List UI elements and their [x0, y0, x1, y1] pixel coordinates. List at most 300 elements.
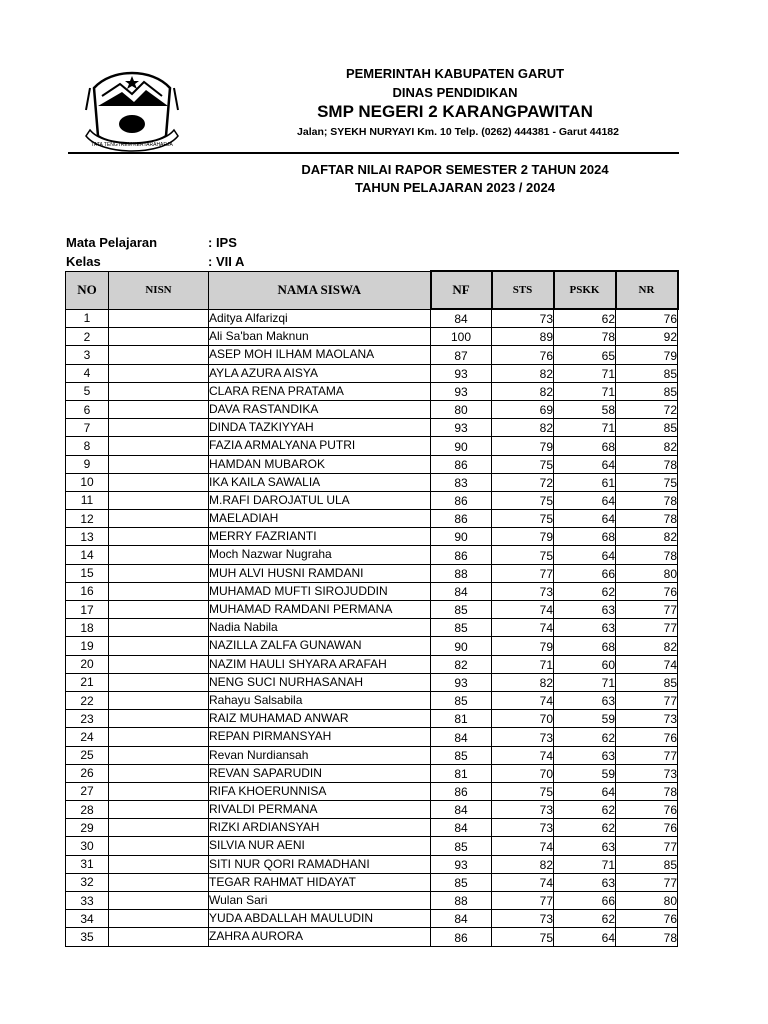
- row-nisn: [109, 400, 209, 418]
- row-student-name: NAZIM HAULI SHYARA ARAFAH: [209, 655, 431, 673]
- row-nisn: [109, 582, 209, 600]
- row-pskk: 62: [554, 728, 616, 746]
- row-sts: 74: [492, 691, 554, 709]
- row-nr: 85: [616, 855, 678, 873]
- row-nisn: [109, 928, 209, 946]
- row-nr: 75: [616, 473, 678, 491]
- document-title: DAFTAR NILAI RAPOR SEMESTER 2 TAHUN 2024: [301, 162, 609, 177]
- row-sts: 79: [492, 437, 554, 455]
- class-label: Kelas: [66, 254, 101, 269]
- table-row: [66, 309, 678, 328]
- row-number: 31: [66, 855, 109, 873]
- row-nisn: [109, 382, 209, 400]
- row-sts: 82: [492, 364, 554, 382]
- table-row: [66, 400, 678, 418]
- row-nr: 76: [616, 819, 678, 837]
- row-sts: 73: [492, 728, 554, 746]
- row-student-name: REPAN PIRMANSYAH: [209, 728, 431, 746]
- row-number: 23: [66, 710, 109, 728]
- row-nisn: [109, 892, 209, 910]
- row-nf: 85: [431, 746, 492, 764]
- row-number: 20: [66, 655, 109, 673]
- row-number: 27: [66, 782, 109, 800]
- header-divider: [68, 152, 679, 154]
- column-header-no: NO: [66, 271, 109, 309]
- row-nisn: [109, 473, 209, 491]
- row-number: 19: [66, 637, 109, 655]
- row-nisn: [109, 419, 209, 437]
- row-sts: 76: [492, 346, 554, 364]
- table-row: [66, 928, 678, 946]
- row-sts: 73: [492, 910, 554, 928]
- row-pskk: 63: [554, 873, 616, 891]
- row-student-name: MAELADIAH: [209, 510, 431, 528]
- row-nr: 72: [616, 400, 678, 418]
- row-number: 34: [66, 910, 109, 928]
- row-number: 32: [66, 873, 109, 891]
- row-sts: 69: [492, 400, 554, 418]
- row-sts: 82: [492, 855, 554, 873]
- row-nr: 76: [616, 582, 678, 600]
- row-nf: 86: [431, 546, 492, 564]
- row-number: 21: [66, 673, 109, 691]
- row-sts: 73: [492, 582, 554, 600]
- row-student-name: REVAN SAPARUDIN: [209, 764, 431, 782]
- row-number: 4: [66, 364, 109, 382]
- row-nf: 85: [431, 691, 492, 709]
- row-pskk: 63: [554, 837, 616, 855]
- column-header-pskk: PSKK: [554, 271, 616, 309]
- table-body: [66, 309, 678, 946]
- row-nf: 85: [431, 837, 492, 855]
- row-nr: 76: [616, 309, 678, 328]
- row-sts: 75: [492, 546, 554, 564]
- header-department: DINAS PENDIDIKAN: [392, 85, 518, 100]
- table-row: [66, 364, 678, 382]
- row-student-name: IKA KAILA SAWALIA: [209, 473, 431, 491]
- column-header-sts: STS: [492, 271, 554, 309]
- row-student-name: NAZILLA ZALFA GUNAWAN: [209, 637, 431, 655]
- row-nr: 82: [616, 528, 678, 546]
- row-nr: 76: [616, 910, 678, 928]
- row-student-name: MUHAMAD MUFTI SIROJUDDIN: [209, 582, 431, 600]
- row-sts: 77: [492, 892, 554, 910]
- table-row: [66, 892, 678, 910]
- row-pskk: 60: [554, 655, 616, 673]
- row-pskk: 64: [554, 491, 616, 509]
- row-number: 13: [66, 528, 109, 546]
- row-nisn: [109, 837, 209, 855]
- row-nf: 93: [431, 855, 492, 873]
- table-row: [66, 346, 678, 364]
- row-student-name: RIFA KHOERUNNISA: [209, 782, 431, 800]
- class-value: : VII A: [208, 254, 245, 269]
- row-nisn: [109, 328, 209, 346]
- row-nisn: [109, 309, 209, 328]
- row-pskk: 68: [554, 528, 616, 546]
- row-nf: 93: [431, 364, 492, 382]
- row-nr: 77: [616, 873, 678, 891]
- row-sts: 70: [492, 710, 554, 728]
- row-nr: 85: [616, 673, 678, 691]
- row-nr: 73: [616, 710, 678, 728]
- row-student-name: SITI NUR QORI RAMADHANI: [209, 855, 431, 873]
- row-nisn: [109, 910, 209, 928]
- row-nr: 74: [616, 655, 678, 673]
- table-row: [66, 619, 678, 637]
- row-sts: 70: [492, 764, 554, 782]
- row-pskk: 66: [554, 564, 616, 582]
- row-number: 22: [66, 691, 109, 709]
- row-pskk: 62: [554, 309, 616, 328]
- table-row: [66, 582, 678, 600]
- row-nr: 80: [616, 564, 678, 582]
- row-nisn: [109, 455, 209, 473]
- row-nisn: [109, 801, 209, 819]
- row-nf: 93: [431, 673, 492, 691]
- table-row: [66, 910, 678, 928]
- row-student-name: ZAHRA AURORA: [209, 928, 431, 946]
- row-pskk: 64: [554, 455, 616, 473]
- row-sts: 79: [492, 637, 554, 655]
- row-pskk: 62: [554, 582, 616, 600]
- row-sts: 74: [492, 837, 554, 855]
- row-nisn: [109, 728, 209, 746]
- row-sts: 89: [492, 328, 554, 346]
- row-nr: 77: [616, 601, 678, 619]
- row-number: 17: [66, 601, 109, 619]
- row-nisn: [109, 855, 209, 873]
- row-nf: 88: [431, 564, 492, 582]
- row-student-name: Nadia Nabila: [209, 619, 431, 637]
- row-sts: 72: [492, 473, 554, 491]
- row-sts: 79: [492, 528, 554, 546]
- row-nr: 85: [616, 382, 678, 400]
- row-sts: 82: [492, 382, 554, 400]
- table-row: [66, 419, 678, 437]
- row-number: 9: [66, 455, 109, 473]
- row-nf: 86: [431, 928, 492, 946]
- row-student-name: DINDA TAZKIYYAH: [209, 419, 431, 437]
- row-number: 6: [66, 400, 109, 418]
- table-row: [66, 728, 678, 746]
- row-number: 2: [66, 328, 109, 346]
- document-subtitle: TAHUN PELAJARAN 2023 / 2024: [355, 180, 555, 195]
- row-nisn: [109, 673, 209, 691]
- row-nisn: [109, 546, 209, 564]
- row-nr: 73: [616, 764, 678, 782]
- row-student-name: HAMDAN MUBAROK: [209, 455, 431, 473]
- row-nr: 82: [616, 637, 678, 655]
- row-pskk: 64: [554, 546, 616, 564]
- row-nisn: [109, 782, 209, 800]
- column-header-nisn: NISN: [109, 271, 209, 309]
- row-sts: 82: [492, 673, 554, 691]
- row-nisn: [109, 437, 209, 455]
- row-pskk: 62: [554, 819, 616, 837]
- row-number: 24: [66, 728, 109, 746]
- row-student-name: Ali Sa'ban Maknun: [209, 328, 431, 346]
- row-nf: 84: [431, 910, 492, 928]
- row-number: 18: [66, 619, 109, 637]
- row-nr: 80: [616, 892, 678, 910]
- row-number: 1: [66, 309, 109, 328]
- table-row: [66, 601, 678, 619]
- school-emblem-logo: [82, 66, 182, 158]
- row-nisn: [109, 619, 209, 637]
- row-nf: 87: [431, 346, 492, 364]
- row-nr: 77: [616, 619, 678, 637]
- row-pskk: 59: [554, 764, 616, 782]
- row-nr: 76: [616, 728, 678, 746]
- row-nf: 93: [431, 382, 492, 400]
- row-nf: 86: [431, 782, 492, 800]
- table-row: [66, 564, 678, 582]
- row-nf: 85: [431, 873, 492, 891]
- table-row: [66, 673, 678, 691]
- row-pskk: 78: [554, 328, 616, 346]
- table-header-row: [66, 271, 678, 309]
- row-nr: 85: [616, 419, 678, 437]
- row-nf: 85: [431, 601, 492, 619]
- row-nr: 78: [616, 491, 678, 509]
- row-pskk: 61: [554, 473, 616, 491]
- row-pskk: 63: [554, 691, 616, 709]
- row-student-name: RIVALDI PERMANA: [209, 801, 431, 819]
- row-nisn: [109, 710, 209, 728]
- row-nr: 78: [616, 510, 678, 528]
- column-header-nf: NF: [431, 271, 492, 309]
- header-government: PEMERINTAH KABUPATEN GARUT: [345, 66, 565, 81]
- row-sts: 73: [492, 309, 554, 328]
- row-nf: 86: [431, 455, 492, 473]
- row-number: 35: [66, 928, 109, 946]
- table-row: [66, 382, 678, 400]
- row-nr: 82: [616, 437, 678, 455]
- row-nisn: [109, 564, 209, 582]
- row-sts: 74: [492, 873, 554, 891]
- row-nf: 100: [431, 328, 492, 346]
- row-student-name: ASEP MOH ILHAM MAOLANA: [209, 346, 431, 364]
- table-row: [66, 510, 678, 528]
- row-pskk: 64: [554, 510, 616, 528]
- row-nf: 84: [431, 819, 492, 837]
- row-number: 16: [66, 582, 109, 600]
- table-row: [66, 491, 678, 509]
- row-nisn: [109, 637, 209, 655]
- row-nisn: [109, 528, 209, 546]
- row-sts: 74: [492, 746, 554, 764]
- row-number: 5: [66, 382, 109, 400]
- table-row: [66, 782, 678, 800]
- table-row: [66, 528, 678, 546]
- row-student-name: YUDA ABDALLAH MAULUDIN: [209, 910, 431, 928]
- row-nf: 80: [431, 400, 492, 418]
- row-nisn: [109, 491, 209, 509]
- row-sts: 75: [492, 510, 554, 528]
- row-nr: 78: [616, 782, 678, 800]
- row-student-name: TEGAR RAHMAT HIDAYAT: [209, 873, 431, 891]
- row-pskk: 64: [554, 782, 616, 800]
- row-nr: 78: [616, 546, 678, 564]
- row-number: 29: [66, 819, 109, 837]
- row-pskk: 66: [554, 892, 616, 910]
- row-number: 28: [66, 801, 109, 819]
- row-sts: 73: [492, 801, 554, 819]
- row-pskk: 58: [554, 400, 616, 418]
- row-pskk: 71: [554, 382, 616, 400]
- row-pskk: 63: [554, 619, 616, 637]
- row-student-name: RAIZ MUHAMAD ANWAR: [209, 710, 431, 728]
- table-row: [66, 801, 678, 819]
- row-student-name: Revan Nurdiansah: [209, 746, 431, 764]
- grades-table: [65, 270, 679, 947]
- row-pskk: 63: [554, 746, 616, 764]
- row-student-name: Wulan Sari: [209, 892, 431, 910]
- row-nr: 92: [616, 328, 678, 346]
- row-pskk: 63: [554, 601, 616, 619]
- row-pskk: 64: [554, 928, 616, 946]
- row-sts: 71: [492, 655, 554, 673]
- row-pskk: 71: [554, 855, 616, 873]
- table-row: [66, 637, 678, 655]
- row-pskk: 71: [554, 364, 616, 382]
- row-pskk: 65: [554, 346, 616, 364]
- table-row: [66, 873, 678, 891]
- row-sts: 75: [492, 782, 554, 800]
- row-student-name: FAZIA ARMALYANA PUTRI: [209, 437, 431, 455]
- row-nisn: [109, 346, 209, 364]
- row-nf: 84: [431, 801, 492, 819]
- subject-label: Mata Pelajaran: [66, 235, 158, 250]
- row-nr: 77: [616, 691, 678, 709]
- table-row: [66, 437, 678, 455]
- row-number: 33: [66, 892, 109, 910]
- row-nf: 84: [431, 582, 492, 600]
- row-sts: 75: [492, 455, 554, 473]
- subject-value: : IPS: [208, 235, 237, 250]
- table-row: [66, 546, 678, 564]
- row-nf: 82: [431, 655, 492, 673]
- row-nisn: [109, 691, 209, 709]
- svg-text:TATA TENGTREM KERTARAHARJA: TATA TENGTREM KERTARAHARJA: [91, 142, 173, 148]
- row-number: 14: [66, 546, 109, 564]
- row-nf: 81: [431, 764, 492, 782]
- row-student-name: RIZKI ARDIANSYAH: [209, 819, 431, 837]
- table-row: [66, 855, 678, 873]
- row-nr: 77: [616, 746, 678, 764]
- row-student-name: Rahayu Salsabila: [209, 691, 431, 709]
- row-pskk: 68: [554, 637, 616, 655]
- row-nr: 78: [616, 455, 678, 473]
- row-nf: 90: [431, 528, 492, 546]
- row-pskk: 62: [554, 910, 616, 928]
- row-nisn: [109, 873, 209, 891]
- row-nisn: [109, 746, 209, 764]
- row-student-name: MUH ALVI HUSNI RAMDANI: [209, 564, 431, 582]
- row-student-name: AYLA AZURA AISYA: [209, 364, 431, 382]
- row-number: 15: [66, 564, 109, 582]
- row-sts: 77: [492, 564, 554, 582]
- table-row: [66, 837, 678, 855]
- row-number: 10: [66, 473, 109, 491]
- row-pskk: 71: [554, 673, 616, 691]
- table-row: [66, 655, 678, 673]
- row-pskk: 62: [554, 801, 616, 819]
- header-address: Jalan; SYEKH NURYAYI Km. 10 Telp. (0262) 444381 - Garut 44182: [297, 126, 619, 138]
- row-nisn: [109, 819, 209, 837]
- table-row: [66, 764, 678, 782]
- row-nf: 88: [431, 892, 492, 910]
- column-header-nr: NR: [616, 271, 678, 309]
- row-sts: 74: [492, 601, 554, 619]
- row-nr: 76: [616, 801, 678, 819]
- row-nr: 77: [616, 837, 678, 855]
- row-number: 3: [66, 346, 109, 364]
- header-school-name: SMP NEGERI 2 KARANGPAWITAN: [317, 102, 593, 121]
- row-pskk: 68: [554, 437, 616, 455]
- row-nf: 90: [431, 637, 492, 655]
- row-nf: 83: [431, 473, 492, 491]
- row-number: 12: [66, 510, 109, 528]
- row-nf: 85: [431, 619, 492, 637]
- row-nr: 79: [616, 346, 678, 364]
- row-student-name: M.RAFI DAROJATUL ULA: [209, 491, 431, 509]
- row-number: 11: [66, 491, 109, 509]
- table-row: [66, 819, 678, 837]
- table-row: [66, 691, 678, 709]
- row-student-name: SILVIA NUR AENI: [209, 837, 431, 855]
- row-nf: 81: [431, 710, 492, 728]
- row-student-name: DAVA RASTANDIKA: [209, 400, 431, 418]
- row-nisn: [109, 510, 209, 528]
- row-nf: 93: [431, 419, 492, 437]
- row-nf: 84: [431, 728, 492, 746]
- row-number: 7: [66, 419, 109, 437]
- row-nisn: [109, 601, 209, 619]
- table-row: [66, 473, 678, 491]
- row-student-name: CLARA RENA PRATAMA: [209, 382, 431, 400]
- row-nf: 90: [431, 437, 492, 455]
- row-student-name: Moch Nazwar Nugraha: [209, 546, 431, 564]
- row-number: 30: [66, 837, 109, 855]
- row-nisn: [109, 764, 209, 782]
- table-row: [66, 746, 678, 764]
- row-nf: 86: [431, 510, 492, 528]
- row-number: 8: [66, 437, 109, 455]
- row-nf: 86: [431, 491, 492, 509]
- row-sts: 82: [492, 419, 554, 437]
- row-nisn: [109, 655, 209, 673]
- row-nr: 78: [616, 928, 678, 946]
- row-pskk: 59: [554, 710, 616, 728]
- row-nr: 85: [616, 364, 678, 382]
- row-nf: 84: [431, 309, 492, 328]
- row-student-name: NENG SUCI NURHASANAH: [209, 673, 431, 691]
- row-number: 26: [66, 764, 109, 782]
- row-sts: 73: [492, 819, 554, 837]
- row-sts: 75: [492, 928, 554, 946]
- row-student-name: MUHAMAD RAMDANI PERMANA: [209, 601, 431, 619]
- row-number: 25: [66, 746, 109, 764]
- table-row: [66, 455, 678, 473]
- row-student-name: Aditya Alfarizqi: [209, 309, 431, 328]
- row-nisn: [109, 364, 209, 382]
- row-student-name: MERRY FAZRIANTI: [209, 528, 431, 546]
- row-sts: 74: [492, 619, 554, 637]
- column-header-nama-siswa: NAMA SISWA: [209, 271, 431, 309]
- table-row: [66, 710, 678, 728]
